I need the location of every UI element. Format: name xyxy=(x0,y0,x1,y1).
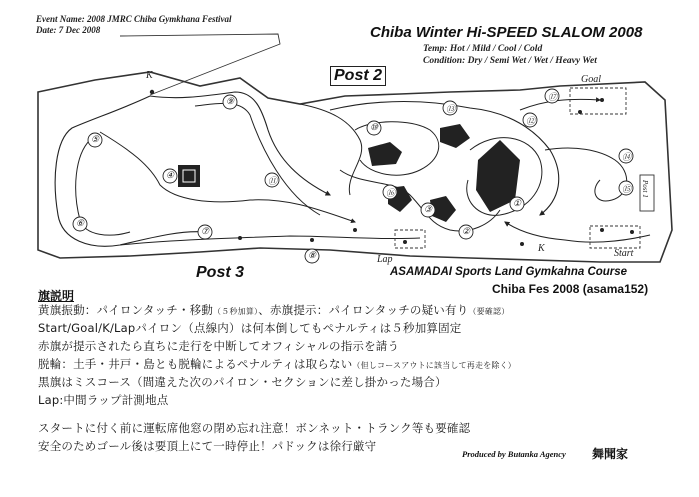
note-line-5: 黒旗はミスコース（間違えた次のパイロン・セクションに差し掛かった場合） xyxy=(38,375,447,389)
marker-4: ④ xyxy=(166,170,175,180)
pylon-box xyxy=(178,165,200,187)
note-line-3: 赤旗が提示されたら直ちに走行を中断してオフィシャルの指示を請う xyxy=(38,339,400,353)
marker-6: ⑥ xyxy=(76,218,85,228)
post1-label: Post 1 xyxy=(641,180,649,198)
marker-17: ⑰ xyxy=(548,92,558,102)
marker-11: ⑪ xyxy=(268,176,278,186)
marker-5: ⑤ xyxy=(91,134,100,144)
track-upper-2 xyxy=(195,103,320,215)
lap-box xyxy=(395,230,425,248)
course-outline xyxy=(38,72,672,262)
marker-2: ② xyxy=(462,226,471,236)
brand-mark: 舞聞家 xyxy=(592,447,629,461)
course-name: ASAMADAI Sports Land Gymkahna Course xyxy=(390,266,628,278)
post2-label: Post 2 xyxy=(330,66,386,86)
goal-label: Goal xyxy=(581,74,601,85)
track-right-hook xyxy=(545,148,627,201)
marker-14: ⑭ xyxy=(622,152,632,162)
island-1 xyxy=(368,142,402,166)
marker-1: ① xyxy=(513,198,522,208)
marker-12: ⑫ xyxy=(526,116,536,126)
marker-10: ⑩ xyxy=(370,122,379,132)
note-line-6: Lap:中間ラップ計測地点 xyxy=(38,393,169,407)
post3-label: Post 3 xyxy=(196,264,245,281)
produced-by: Produced by Butanka Agency xyxy=(462,449,566,459)
note-line-2: Start/Goal/K/Lapパイロン（点線内）は何本倒してもペナルティは５秒加算固定 xyxy=(38,321,462,335)
track-to-goal xyxy=(520,99,600,110)
fes-label: Chiba Fes 2008 (asama152) xyxy=(492,282,649,296)
notes-title: 旗説明 xyxy=(38,289,75,303)
marker-7: ⑦ xyxy=(201,226,210,236)
track-center-up xyxy=(300,104,362,195)
goal-box xyxy=(570,88,626,114)
note-line-1: 黄旗振動：パイロンタッチ・移動（５秒加算）、赤旗提示：パイロンタッチの疑い有り（要確認） xyxy=(38,303,510,317)
event-date: Date: 7 Dec 2008 xyxy=(36,25,101,35)
k-label-bottom: K xyxy=(538,243,545,254)
marker-3: ③ xyxy=(424,204,433,214)
track-center-s xyxy=(340,170,500,231)
island-2 xyxy=(440,124,470,148)
condition-line: Condition: Dry / Semi Wet / Wet / Heavy Wet xyxy=(423,56,597,66)
footer-warning-1: スタートに付く前に運転席他窓の閉め忘れ注意！ボンネット・トランク等も要確認 xyxy=(38,421,471,435)
marker-9: ⑨ xyxy=(226,96,235,106)
marker-13: ⑬ xyxy=(446,104,456,114)
track-start xyxy=(505,222,650,242)
note-line-4: 脱輪：土手・井戸・島とも脱輪によるペナルティは取らない（但しコースアウトに該当して再走を除く） xyxy=(38,357,517,371)
track-lower xyxy=(120,236,420,245)
start-label: Start xyxy=(614,248,634,259)
start-box xyxy=(590,226,640,248)
lap-label: Lap xyxy=(377,254,393,265)
k-label-top: K xyxy=(146,70,153,81)
temp-line: Temp: Hot / Mild / Cool / Cold xyxy=(423,44,543,54)
footer-warning-2: 安全のためゴール後は要頂上にて一時停止！パドックは徐行厳守 xyxy=(38,439,377,453)
pylons xyxy=(150,90,634,246)
marker-8: ⑧ xyxy=(308,250,317,260)
event-name: Event Name: 2008 JMRC Chiba Gymkhana Festival xyxy=(36,14,232,24)
marker-15: ⑮ xyxy=(622,184,632,194)
track-upper xyxy=(150,92,330,195)
marker-16: ⑯ xyxy=(386,188,396,198)
page-title: Chiba Winter Hi-SPEED SLALOM 2008 xyxy=(370,24,643,41)
track-middle xyxy=(100,132,355,222)
